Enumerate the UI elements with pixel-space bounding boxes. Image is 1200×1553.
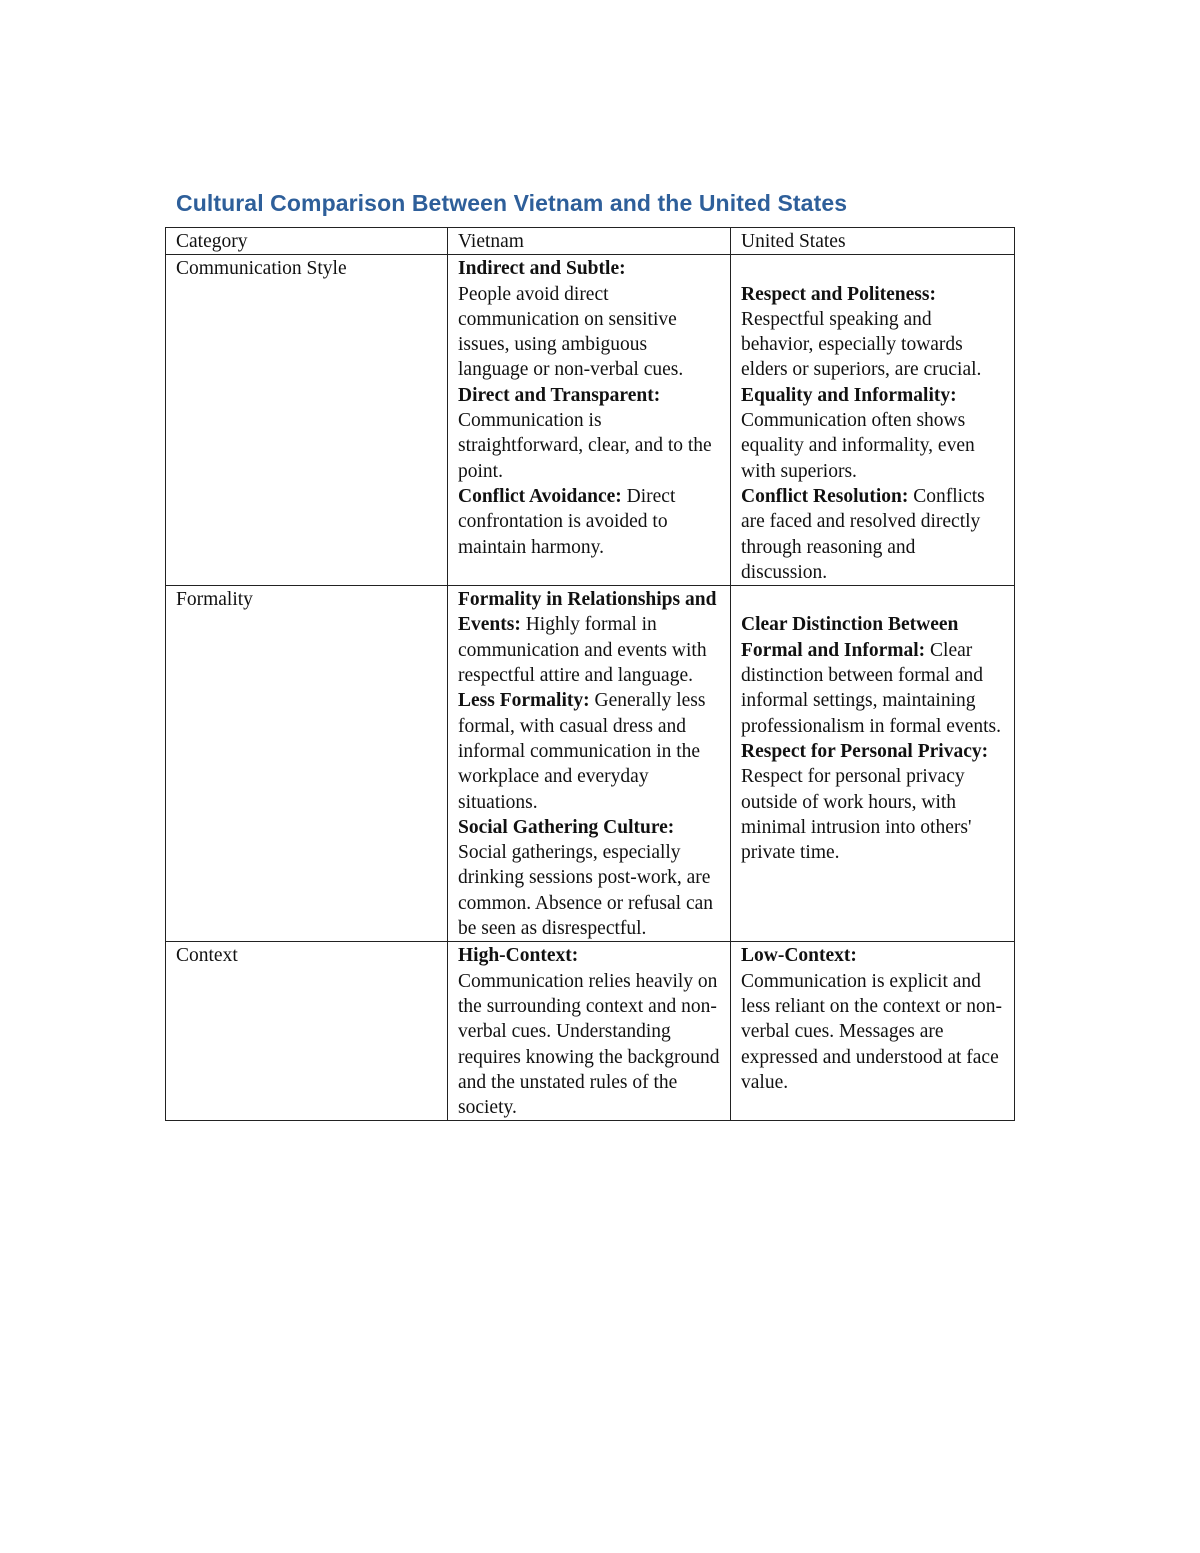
vietnam-cell <box>448 586 731 942</box>
entry <box>741 484 1004 585</box>
united-states-cell <box>731 942 1015 1121</box>
entry-term: Respect for Personal Privacy: <box>741 740 989 762</box>
comparison-table <box>165 227 1015 1121</box>
row-category: Communication Style <box>166 255 448 586</box>
entry-text: Highly formal in communication and events with respectful attire and language. <box>458 614 707 687</box>
entry-term: Formality in Relationships and Events: <box>458 589 717 636</box>
entry-text: Communication is straightforward, clear, and to the point. <box>458 410 712 482</box>
entry-term: Less Formality: <box>458 690 590 712</box>
entry-term: Clear Distinction Between Formal and Informal: <box>741 614 959 661</box>
entry <box>458 815 720 941</box>
blank-line <box>741 587 1004 612</box>
entry-term: High-Context: <box>458 945 579 967</box>
header-united-states: United States <box>731 228 1015 255</box>
entry-text: Respect for personal privacy outside of work hours, with minimal intrusion into others' private time. <box>741 766 972 864</box>
entry-text: Communication often shows equality and informality, even with superiors. <box>741 410 975 482</box>
header-vietnam: Vietnam <box>448 228 731 255</box>
row-category: Formality <box>166 586 448 942</box>
entry <box>458 256 720 382</box>
entry <box>741 739 1004 865</box>
entry-term: Equality and Informality: <box>741 384 957 406</box>
entry-term: Conflict Resolution: <box>741 485 909 507</box>
entry <box>741 943 1004 1095</box>
entry-text: People avoid direct communication on sensitive issues, using ambiguous language or non-verbal cues. <box>458 283 684 381</box>
entry-term: Respect and Politeness: <box>741 283 936 305</box>
entry-text: Communication relies heavily on the surrounding context and non-verbal cues. Understanding requires knowing the background and the unstated rules of the society. <box>458 970 720 1119</box>
table-row <box>166 586 1015 942</box>
vietnam-cell <box>448 255 731 586</box>
entry-term: Indirect and Subtle: <box>458 258 626 280</box>
entry-text: Communication is explicit and less reliant on the context or non-verbal cues. Messages are expressed and understood at face value. <box>741 970 1003 1093</box>
united-states-cell <box>731 255 1015 586</box>
entry-term: Direct and Transparent: <box>458 384 661 406</box>
table-row <box>166 255 1015 586</box>
entry <box>458 688 720 814</box>
entry-text: Generally less formal, with casual dress and informal communication in the workplace and everyday situations. <box>458 690 706 813</box>
table-header-row <box>166 228 1015 255</box>
united-states-cell <box>731 586 1015 942</box>
entry-text: Social gatherings, especially drinking sessions post-work, are common. Absence or refusal can be seen as disrespectful. <box>458 842 714 940</box>
entry <box>458 484 720 560</box>
document-title: Cultural Comparison Between Vietnam and the United States <box>176 190 848 216</box>
entry <box>741 282 1004 383</box>
entry <box>458 943 720 1120</box>
entry-term: Conflict Avoidance: <box>458 485 622 507</box>
blank-line <box>741 256 1004 281</box>
table-row <box>166 942 1015 1121</box>
entry-term: Social Gathering Culture: <box>458 816 675 838</box>
entry <box>741 383 1004 484</box>
entry <box>458 587 720 688</box>
row-category: Context <box>166 942 448 1121</box>
entry <box>458 383 720 484</box>
entry-term: Low-Context: <box>741 945 857 967</box>
entry <box>741 612 1004 738</box>
header-category: Category <box>166 228 448 255</box>
vietnam-cell <box>448 942 731 1121</box>
entry-text: Clear distinction between formal and informal settings, maintaining professionalism in formal events. <box>741 639 1001 737</box>
entry-text: Conflicts are faced and resolved directly through reasoning and discussion. <box>741 485 985 583</box>
entry-text: Direct confrontation is avoided to maintain harmony. <box>458 485 676 558</box>
entry-text: Respectful speaking and behavior, especially towards elders or superiors, are crucial. <box>741 308 982 381</box>
